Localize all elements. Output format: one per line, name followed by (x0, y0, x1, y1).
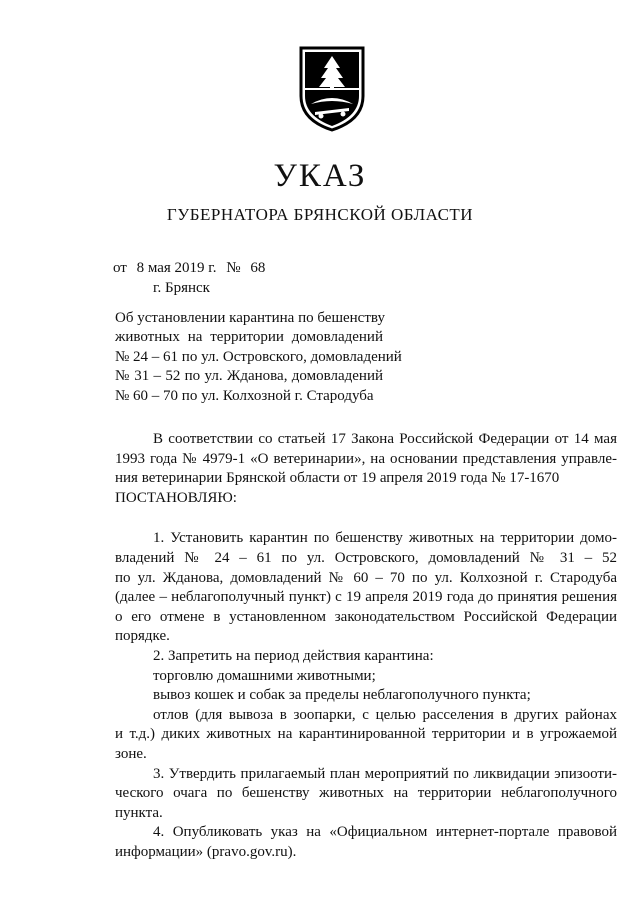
subject-line: животных на территории домовладений (115, 329, 383, 346)
date-prefix: от (113, 260, 127, 276)
item-4-line: информации» (pravo.gov.ru). (115, 843, 297, 860)
item-3-line: пункта. (115, 804, 163, 821)
item-3-line: 3. Утвердить прилагаемый план мероприятий по ликвидации эпизооти- (153, 765, 617, 782)
item-2-line: торговлю домашними животными; (153, 667, 376, 684)
subject-line: № 60 – 70 по ул. Колхозной г. Стародуба (115, 387, 374, 404)
preamble-decree-word: ПОСТАНОВЛЯЮ: (115, 489, 237, 506)
item-2-line: зоне. (115, 745, 147, 762)
subject-line: № 24 – 61 по ул. Островского, домовладений (115, 348, 402, 365)
item-3-line: ческого очага по бешенству животных на территории неблагополучного (115, 785, 617, 802)
document-title: УКАЗ (273, 158, 367, 194)
document-subject (115, 309, 402, 406)
document-date-line (113, 260, 265, 277)
document-body (115, 430, 617, 862)
item-1-line: по ул. Жданова, домовладений № 60 – 70 по ул. Колхозной г. Стародуба (115, 569, 617, 586)
item-1-line: (далее – неблагополучный пункт) с 19 апреля 2019 года до принятия решения (115, 589, 617, 606)
item-1-line: владений № 24 – 61 по ул. Островского, домовладений № 31 – 52 (115, 549, 617, 566)
item-2-line: отлов (для вывоза в зоопарки, с целью расселения в других районах (153, 706, 617, 723)
item-2-line: 2. Запретить на период действия карантина: (153, 647, 434, 664)
item-1-line: 1. Установить карантин по бешенству животных на территории домо- (153, 530, 617, 547)
item-4-line: 4. Опубликовать указ на «Официальном интернет-портале правовой (153, 824, 617, 841)
bryansk-coat-of-arms-icon (297, 44, 367, 132)
preamble-line: 1993 года № 4979-1 «О ветеринарии», на основании представления управле- (115, 450, 617, 467)
document-number: 68 (250, 260, 266, 276)
item-2-line: вывоз кошек и собак за пределы неблагополучного пункта; (153, 687, 531, 704)
document-date: 8 мая 2019 г. (136, 260, 217, 276)
item-2-line: и т.д.) диких животных на карантинированной территории и в угрожаемой (115, 726, 617, 743)
document-subtitle: ГУБЕРНАТОРА БРЯНСКОЙ ОБЛАСТИ (166, 205, 474, 224)
subject-line: № 31 – 52 по ул. Жданова, домовладений (115, 368, 383, 385)
number-sign: № (226, 260, 241, 276)
preamble-line: В соответствии со статьей 17 Закона Российской Федерации от 14 мая (153, 431, 617, 447)
subject-line: Об установлении карантина по бешенству (115, 310, 385, 326)
item-1-line: о его отмене в установленном законодательством Российской Федерации (115, 608, 617, 625)
item-1-line: порядке. (115, 628, 170, 645)
preamble-line: ния ветеринарии Брянской области от 19 апреля 2019 года № 17-1670 (115, 470, 560, 487)
document-city: г. Брянск (153, 280, 210, 296)
